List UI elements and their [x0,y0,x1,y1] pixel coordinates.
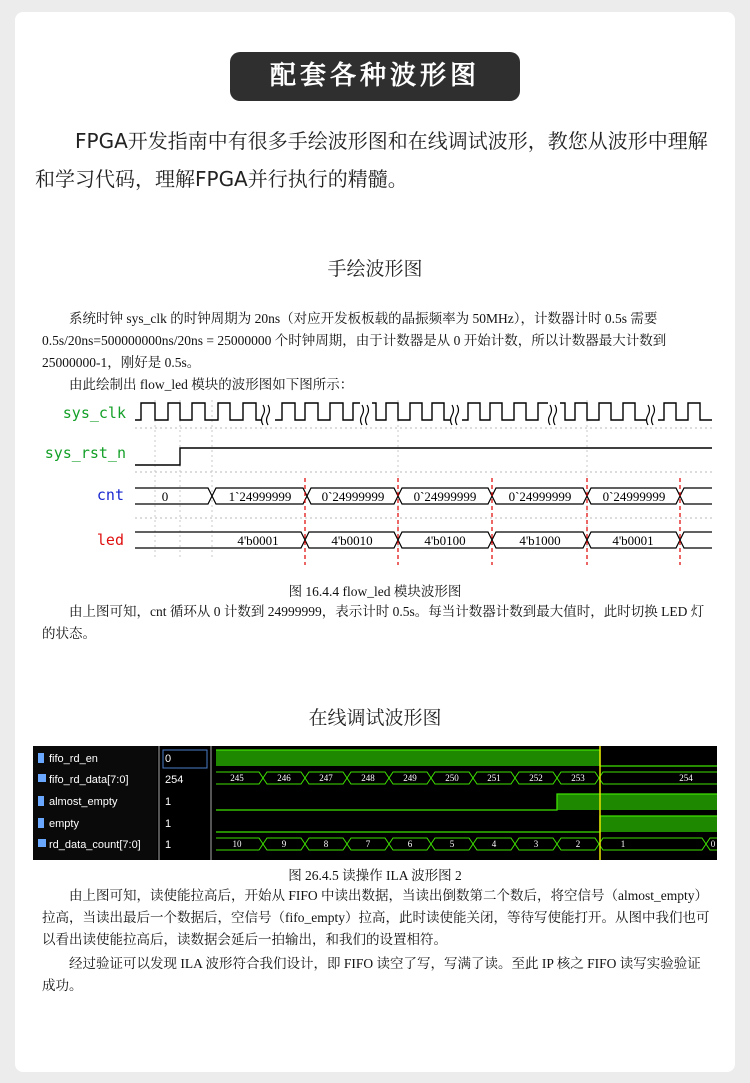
rst-trace [135,448,712,465]
led-value-4: 4'b0001 [612,533,654,548]
ila-waveform [33,746,717,860]
signal-label-cnt: cnt [96,486,124,504]
cnt-value-0: 0 [161,489,169,504]
ila-count-10: 0 [710,839,716,849]
ila-count-2: 8 [323,839,329,849]
ila-value-fifo-rd-en: 0 [165,753,172,765]
ila-value-empty: 1 [165,818,172,830]
hand-drawn-heading: 手绘波形图 [327,258,423,280]
page-title: 配套各种波形图 [230,52,520,101]
ila-name-fifo-rd-data: fifo_rd_data[7:0] [49,774,129,786]
hand-drawn-caption: 图 16.4.4 flow_led 模块波形图 [288,584,462,599]
ila-value-almost-empty: 1 [165,796,172,808]
intro-paragraph: FPGA开发指南中有很多手绘波形图和在线调试波形，教您从波形中理解和学习代码，理解FPGA并行执行的精髓。 [35,129,708,191]
ila-count-7: 3 [533,839,539,849]
ila-rd-data-5: 250 [445,773,459,783]
online-para-1: 由上图可知，读使能拉高后，开始从 FIFO 中读出数据，当读出倒数第二个数后，将空信号（almost_empty）拉高，当读出最后一个数据后，空信号（fifo_empty）拉高，此时读使能关闭，等待写使能打开。从图中我们也可以看出读使能拉高后，读数据会延后一拍输出，和我们的设置相符。 [42,888,710,947]
cnt-value-2: 0`24999999 [321,489,385,504]
signal-label-sys-rst-n: sys_rst_n [44,444,126,462]
ila-rd-data-0: 245 [230,773,244,783]
ila-rd-data-1: 246 [277,773,291,783]
ila-rd-data-4: 249 [403,773,417,783]
ila-count-4: 6 [407,839,413,849]
ila-count-5: 5 [449,839,455,849]
ila-count-0: 10 [232,839,242,849]
ila-name-almost-empty: almost_empty [49,796,118,808]
ila-rd-data-9: 254 [679,773,693,783]
cnt-value-5: 0`24999999 [602,489,666,504]
ila-count-3: 7 [365,839,371,849]
ila-count-1: 9 [281,839,287,849]
ila-name-empty: empty [49,818,79,830]
led-value-3: 4'b1000 [519,533,561,548]
ila-name-rd-data-count: rd_data_count[7:0] [49,839,141,851]
online-caption: 图 26.4.5 读操作 ILA 波形图 2 [288,868,462,883]
ila-count-8: 2 [575,839,581,849]
hand-drawn-para-2: 由此绘制出 flow_led 模块的波形图如下图所示： [69,377,354,392]
cnt-value-1: 1`24999999 [228,489,292,504]
clk-trace [135,403,712,420]
cnt-value-3: 0`24999999 [413,489,477,504]
ila-count-6: 4 [491,839,497,849]
signal-label-led: led [96,531,124,549]
led-value-1: 4'b0010 [331,533,373,548]
ila-rd-data-2: 247 [319,773,333,783]
cnt-value-4: 0`24999999 [508,489,572,504]
led-value-0: 4'b0001 [237,533,279,548]
online-para-2: 经过验证可以发现 ILA 波形符合我们设计，即 FIFO 读空了写，写满了读。至此 IP 核之 FIFO 读写实验验证成功。 [42,956,701,993]
ila-rd-data-3: 248 [361,773,375,783]
signal-label-sys-clk: sys_clk [62,404,126,422]
hand-drawn-para-3: 由上图可知，cnt 循环从 0 计数到 24999999，表示计时 0.5s。每当计数器计数到最大值时，此时切换 LED 灯的状态。 [42,604,705,641]
ila-value-rd-data-count: 1 [165,839,172,851]
ila-rd-data-8: 253 [571,773,585,783]
hand-drawn-para-1: 系统时钟 sys_clk 的时钟周期为 20ns（对应开发板板载的晶振频率为 50MHz），计数器计时 0.5s 需要 0.5s/20ns=500000000ns/20ns = 25000000 个时钟周期，由于计数器是从 0 开始计数，所以计数器最大计数到 25000000-1，刚好是 0.5s。 [42,311,667,370]
ila-rd-data-6: 251 [487,773,501,783]
ila-value-fifo-rd-data: 254 [165,774,184,786]
ila-rd-data-7: 252 [529,773,543,783]
ila-count-9: 1 [620,839,626,849]
online-heading: 在线调试波形图 [308,707,442,729]
flow-led-waveform [0,395,750,575]
ila-name-fifo-rd-en: fifo_rd_en [49,753,98,765]
led-value-2: 4'b0100 [424,533,466,548]
